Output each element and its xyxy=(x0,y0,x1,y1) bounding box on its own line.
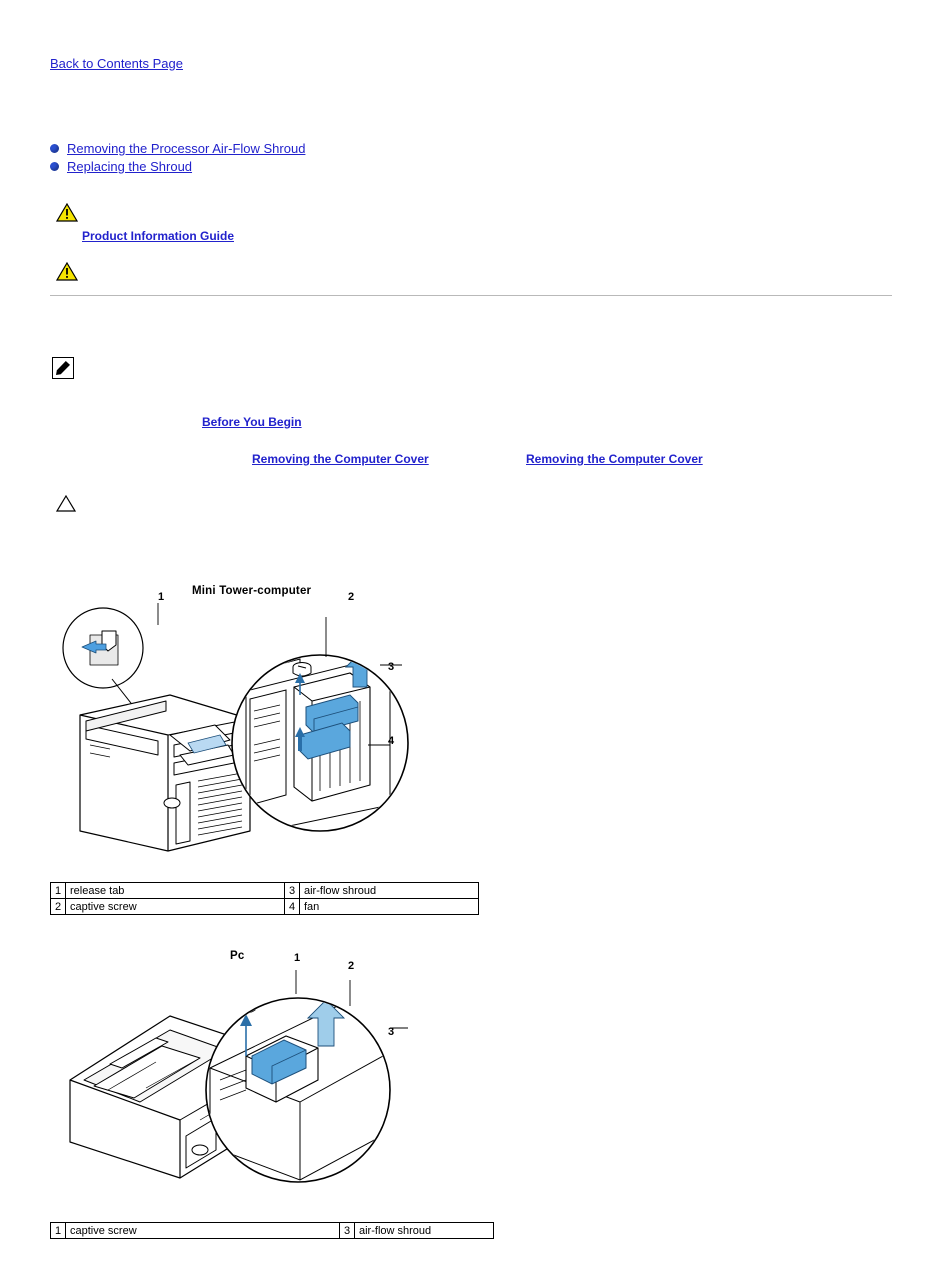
before-you-begin-link[interactable]: Before You Begin xyxy=(202,415,302,429)
legend-label: captive screw xyxy=(66,1223,340,1239)
desktop-computer-figure xyxy=(50,960,470,1200)
legend-num: 1 xyxy=(51,1223,66,1239)
back-to-contents-link[interactable]: Back to Contents Page xyxy=(50,56,183,71)
section-link-removing-shroud[interactable]: Removing the Processor Air-Flow Shroud xyxy=(67,141,306,156)
figure-2-title: Pc xyxy=(230,950,245,962)
removing-computer-cover-link-1[interactable]: Removing the Computer Cover xyxy=(252,452,429,466)
section-divider xyxy=(50,295,892,296)
callout-1: 1 xyxy=(294,952,301,964)
caution-triangle-icon xyxy=(56,495,76,512)
table-row xyxy=(51,1223,494,1239)
figure-1-legend-table xyxy=(50,882,479,915)
legend-label: air-flow shroud xyxy=(355,1223,494,1239)
figure-1-title: Mini Tower-computer xyxy=(192,585,312,597)
legend-num: 4 xyxy=(285,899,300,915)
warning-triangle-icon xyxy=(56,262,78,281)
callout-2: 2 xyxy=(348,960,355,972)
callout-1: 1 xyxy=(158,591,165,603)
warning-triangle-icon xyxy=(56,203,78,222)
table-row xyxy=(51,899,479,915)
mini-tower-figure xyxy=(50,595,470,855)
section-link-row-1[interactable] xyxy=(50,141,305,156)
callout-2: 2 xyxy=(348,591,355,603)
callout-3: 3 xyxy=(388,1026,395,1038)
callout-3: 3 xyxy=(388,661,395,673)
legend-num: 3 xyxy=(285,883,300,899)
legend-num: 1 xyxy=(51,883,66,899)
bullet-icon xyxy=(50,162,59,171)
legend-label: fan xyxy=(300,899,479,915)
legend-label: air-flow shroud xyxy=(300,883,479,899)
legend-label: captive screw xyxy=(66,899,285,915)
legend-num: 3 xyxy=(340,1223,355,1239)
legend-label: release tab xyxy=(66,883,285,899)
note-pencil-icon xyxy=(52,357,74,379)
bullet-icon xyxy=(50,144,59,153)
removing-computer-cover-link-2[interactable]: Removing the Computer Cover xyxy=(526,452,703,466)
table-row xyxy=(51,883,479,899)
figure-2-legend-table xyxy=(50,1222,494,1239)
callout-4: 4 xyxy=(388,735,395,747)
legend-num: 2 xyxy=(51,899,66,915)
section-link-row-2[interactable] xyxy=(50,159,192,174)
section-link-replacing-shroud[interactable]: Replacing the Shroud xyxy=(67,159,193,174)
product-information-guide-link[interactable]: Product Information Guide xyxy=(82,229,234,243)
